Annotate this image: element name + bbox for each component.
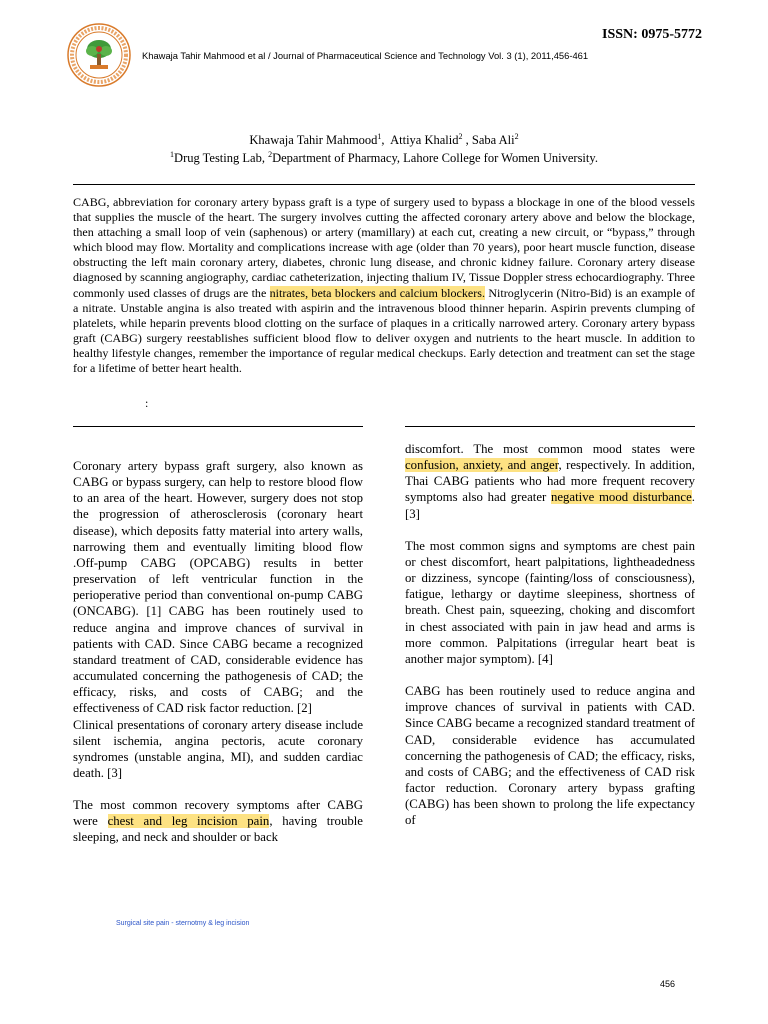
affiliation: Department of Pharmacy, Lahore College for Women University. <box>272 151 598 166</box>
author-name: Khawaja Tahir Mahmood <box>249 133 378 148</box>
right-column <box>405 441 695 844</box>
highlighted-text: confusion, anxiety, and anger <box>405 458 559 473</box>
author-list: Khawaja Tahir Mahmood$^1$, Attiya Khalid$^2$ , Saba Ali$^2$ <box>249 132 519 148</box>
affil-mark: 1 <box>170 150 175 159</box>
paragraph-text: , having trouble sleeping, and neck and shoulder or back <box>73 814 363 845</box>
highlighted-text: chest and leg incision pain <box>107 814 270 829</box>
paragraph-text: discomfort. The most common mood states were <box>405 442 695 456</box>
paragraph-text: .[3] <box>405 490 695 521</box>
paragraph: Clinical presentations of coronary artery disease include silent ischemia, angina pectoris, acute coronary syndromes (unstable angina, MI), and sudden cardiac death. [3] <box>73 717 363 780</box>
highlighted-text: nitrates, beta blockers and calcium blockers. <box>269 285 485 300</box>
issn: ISSN: 0975-5772 <box>602 27 702 42</box>
abstract <box>73 195 695 376</box>
author-affil-mark: 2 <box>458 132 463 141</box>
author-name: Saba Ali <box>471 133 515 148</box>
paragraph <box>405 441 695 522</box>
left-column <box>73 458 363 862</box>
page-number: 456 <box>659 979 675 989</box>
abstract-top-rule <box>73 184 695 185</box>
abstract-text: Nitroglycerin (Nitro-Bid) is an example of a nitrate. Unstable angina is also treated with aspirin and the intravenous blood thinner heparin. Aspirin prevents clumping of platelets, while heparin prevents blood clotting on the surface of plaques in a critically narrowed artery. Coronary artery bypass graft (CABG) surgery reestablishes sufficient blood flow to deliver oxygen and nutrients to the heart muscle. In addition to healthy lifestyle changes, remember the importance of regular medical checkups. Early detection and treatment can set the stage for a lifetime of better heart health. <box>73 285 695 376</box>
journal-citation: Khawaja Tahir Mahmood et al / Journal of Pharmaceutical Science and Technology Vol. 3 (1), 2011,456-461 <box>142 50 589 61</box>
affil-mark: 2 <box>268 150 273 159</box>
abstract-bottom-rule <box>405 426 695 427</box>
abstract-text: CABG, abbreviation for coronary artery bypass graft is a type of surgery used to bypass a blockage in one of the blood vessels that supplies the muscle of the heart. The surgery involves cutting the affected coronary artery above and below the blockage, then attaching a small loop of vein (saphenous) or artery (mamillary) at each cut, creating a new circuit, or “bypass,” through which blood may flow. Mortality and complications increase with age (older than 70 years), poor heart muscle function, disease obstructing the left main coronary artery, diabetes, chronic lung disease, and chronic kidney failure. Coronary artery disease diagnosed by scanning angiography, cardiac catheterization, injecting thalium IV, Tissue Doppler stress echocardiography. Three commonly used classes of drugs are the <box>73 195 695 300</box>
author-name: Attiya Khalid <box>390 133 459 148</box>
paragraph: CABG has been routinely used to reduce angina and improve chances of survival in patients with CAD. Since CABG became a recognized standard treatment of CAD, considerable evidence has accumulated concerning the pathogenesis of CAD; the efficacy, risks, and costs of CABG; and the effectiveness of CAD risk factor reduction. Coronary artery bypass grafting (CABG) has been shown to prolong the life expectancy of <box>405 684 695 828</box>
highlighted-text: negative mood disturbance <box>550 490 692 505</box>
keywords-colon: : <box>145 396 149 410</box>
paragraph-text: , respectively. In addition, Thai CABG patients who had more frequent recovery symptoms also had greater <box>405 458 695 505</box>
paragraph: Coronary artery bypass graft surgery, also known as CABG or bypass surgery, can help to restore blood flow to an area of the heart. However, surgery does not stop the progression of atherosclerosis (coronary heart disease), which deposits fatty material into artery walls, narrowing them and eventually limiting blood flow .Off-pump CABG (OPCABG) results in better preservation of left ventricular function in the perioperative period than conventional on-pump CABG (ONCABG). [1] CABG has been routinely used to reduce angina and improve chances of survival in patients with CAD. Since CABG became a recognized standard treatment of CAD, considerable evidence has accumulated concerning the pathogenesis of CAD; the efficacy, risks, and costs of CABG; and the effectiveness of CAD risk factor reduction. [2] <box>73 459 363 716</box>
paragraph-text: The most common recovery symptoms after CABG were <box>73 798 363 829</box>
journal-seal-icon <box>66 22 132 88</box>
paragraph: The most common signs and symptoms are chest pain or chest discomfort, heart palpitations, lightheadedness or dizziness, syncope (fainting/loss of consciousness), fatigue, lethargy or daytime sleepiness, shortness of breath. Chest pain, squeezing, choking and discomfort in chest associated with pain in jaw head and arms is more common. Palpitations (irregular heart beat is another major symptom). [4] <box>405 538 695 666</box>
author-affil-mark: 1 <box>377 132 382 141</box>
annotation-link[interactable]: Surgical site pain - sternotmy & leg incision <box>116 920 250 927</box>
paragraph <box>73 797 363 845</box>
author-affil-mark: 2 <box>514 132 519 141</box>
abstract-bottom-rule <box>73 426 363 427</box>
affiliations <box>0 150 768 166</box>
affiliation: Drug Testing Lab, <box>174 151 269 166</box>
